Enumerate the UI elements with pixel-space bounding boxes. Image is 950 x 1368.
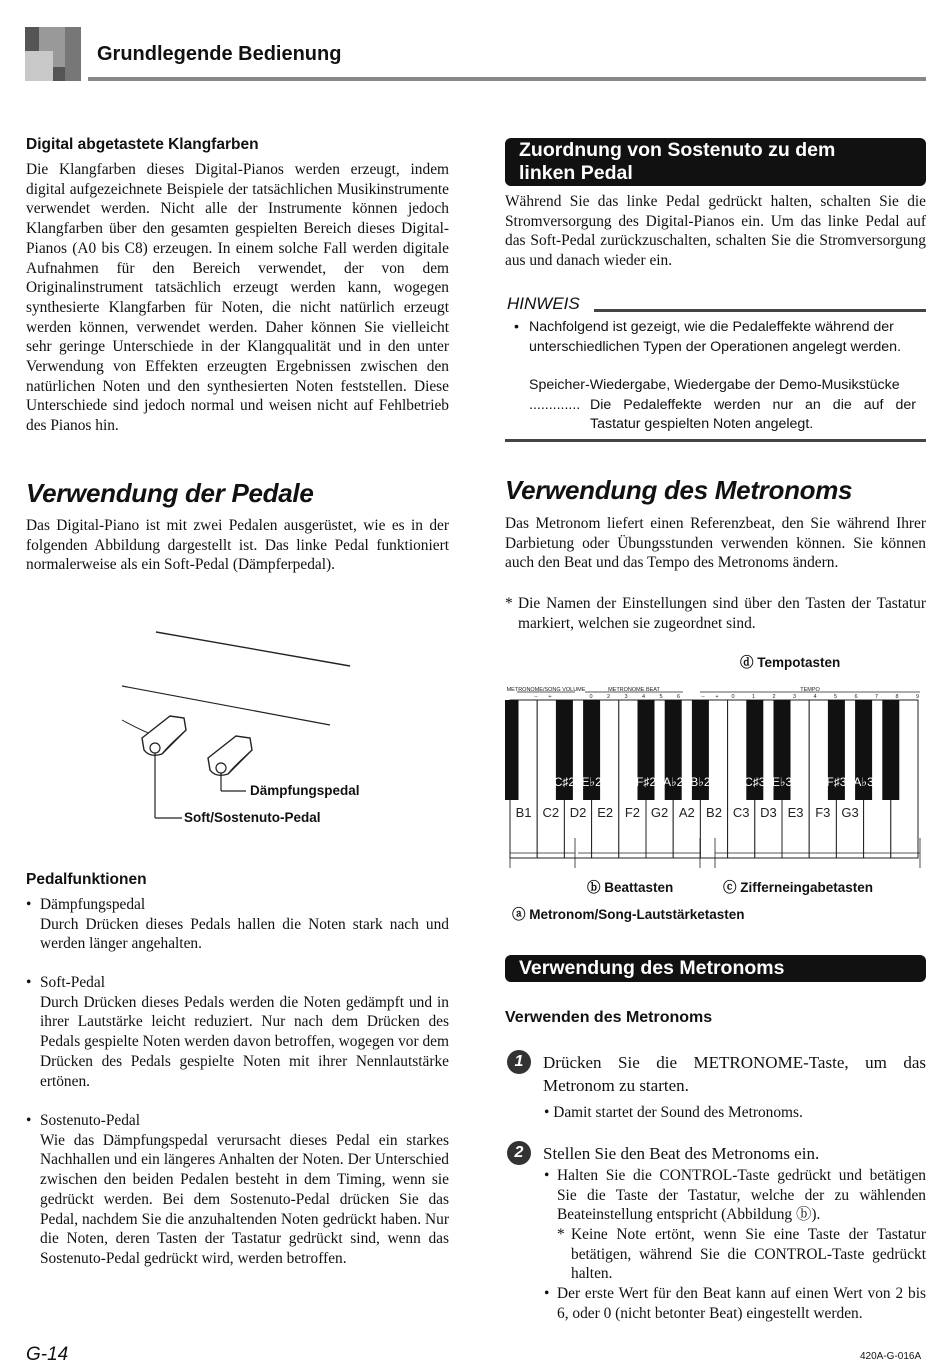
hinweis-effect-2: Tastatur gespielten Noten angelegt.	[590, 416, 814, 432]
pedals-heading: Verwendung der Pedale	[26, 478, 314, 508]
keyboard-diagram	[505, 668, 926, 868]
tempo-digit: 1	[751, 694, 756, 700]
step-1-text: Drücken Sie die METRONOME-Taste, um das Metronom zu starten.	[543, 1053, 926, 1095]
beat-digit: 6	[676, 694, 681, 700]
tempo-digit: 3	[792, 694, 797, 700]
step-2-bullet-1-mark: •	[544, 1167, 550, 1184]
banner-line-2: linken Pedal	[519, 162, 633, 184]
label-number-keys: ⓒ Zifferneingabetasten	[723, 880, 874, 895]
label-beat-keys: ⓑ Beattasten	[587, 880, 674, 895]
black-key-label: B♭2	[690, 775, 711, 789]
hinweis-line-1: Nachfolgend ist gezeigt, wie die Pedaleffekte während der	[529, 319, 894, 335]
label-volume-keys: ⓐ Metronom/Song-Lautstärketasten	[512, 907, 745, 922]
step-2-number: 2	[507, 1141, 531, 1165]
black-key-label: F♯3	[826, 775, 847, 789]
black-key	[505, 700, 519, 800]
step-2-star-mark: *	[557, 1226, 565, 1243]
usage-subheading: Verwenden des Metronoms	[505, 1009, 713, 1026]
hinweis-line-2: unterschiedlichen Typen der Operationen angelegt werden.	[529, 339, 902, 355]
metronome-note: Die Namen der Einstellungen sind über den Tasten der Tastatur markiert, welchen sie zugeordnet sind.	[518, 595, 926, 632]
group-beat-label: METRONOME BEAT	[608, 687, 660, 693]
hinweis-bottom-rule	[505, 439, 926, 442]
volume-plus: +	[548, 694, 552, 700]
black-key-label: F♯2	[635, 775, 657, 789]
black-key-label: A♭3	[853, 775, 874, 789]
black-key-label: E♭2	[581, 775, 602, 789]
step-2-bullet-2: Der erste Wert für den Beat kann auf einen Wert von 2 bis 6, oder 0 (nicht betonter Beat) eingestellt werden.	[557, 1285, 926, 1322]
step-2-bullet-1: Halten Sie die CONTROL-Taste gedrückt und betätigen Sie die Taste der Tastatur, welche der zu wählenden Beateinstellung entspricht (Abbildung ⓑ).	[557, 1167, 926, 1224]
sostenuto-banner	[505, 138, 926, 186]
functions-heading: Pedalfunktionen	[26, 871, 147, 888]
header-logo-block	[25, 27, 81, 81]
metronome-heading: Verwendung des Metronoms	[505, 475, 853, 505]
usage-banner: Verwendung des Metronoms	[505, 955, 926, 982]
function-title: Soft-Pedal	[40, 974, 105, 991]
black-key-label: C♯3	[744, 775, 766, 789]
function-text: Wie das Dämpfungspedal verursacht dieses Pedal ein starkes Nachhallen und ein längeres Anhalten der Noten. Der Unterschied zwischen den beiden Pedalen besteht in dem Timing, wenn sie gedrückt werden. Bei dem Sostenuto-Pedal drücken Sie das Pedal, nachdem Sie die anzuhaltenden Noten gedrückt haben. Nur die Noten, deren Tasten der Tastatur gedrückt sind, wenn das Sostenuto-Pedal gedrückt wird, werden betroffen.	[40, 1131, 449, 1267]
bullet: •	[26, 1112, 32, 1129]
tempo-digit: 8	[895, 694, 899, 700]
hinweis-mode: Speicher-Wiedergabe, Wiedergabe der Demo-Musikstücke	[529, 377, 900, 393]
tempo-digit: 2	[772, 694, 776, 700]
white-key-label: E2	[597, 805, 614, 820]
beat-digit: 3	[624, 694, 628, 700]
function-item-damper	[26, 895, 449, 954]
white-key-label: A2	[678, 805, 695, 820]
page-number: G-14	[26, 1344, 69, 1365]
white-key-label: E3	[787, 805, 804, 820]
banner-line-1: Zuordnung von Sostenuto zu dem	[519, 139, 836, 161]
tempo-minus: –	[701, 694, 705, 700]
white-key-label: D2	[569, 805, 587, 820]
white-key-label: F2	[624, 805, 640, 820]
label-damper-pedal: Dämpfungspedal	[250, 783, 360, 798]
white-key-label: C3	[732, 805, 750, 820]
function-text: Durch Drücken dieses Pedals hallen die Noten stark nach und werden länger angehalten.	[40, 915, 449, 953]
group-tempo-label: TEMPO	[800, 687, 820, 693]
white-key-label: G2	[650, 805, 669, 820]
hinweis-effect-1: Die Pedaleffekte werden nur an die auf der	[590, 397, 916, 413]
black-key	[882, 700, 899, 800]
white-key-label: C2	[542, 805, 560, 820]
pedal-illustration	[100, 620, 380, 840]
bullet: •	[26, 974, 32, 991]
pedals-text: Das Digital-Piano ist mit zwei Pedalen ausgerüstet, wie es in der folgenden Abbildung dargestellt ist. Das linke Pedal funktioniert normalerweise als ein Soft-Pedal (Dämpferpedal).	[26, 517, 449, 574]
tempo-digit: 6	[854, 694, 858, 700]
digital-heading: Digital abgetastete Klangfarben	[26, 136, 259, 153]
group-volume-label: METRONOME/SONG VOLUME	[506, 687, 586, 693]
white-key-label: B2	[706, 805, 722, 820]
tempo-digit: 4	[813, 694, 817, 700]
bullet: •	[26, 896, 32, 913]
beat-digit: 5	[659, 694, 663, 700]
white-key-label: F3	[815, 805, 831, 820]
hinweis-bullet: •	[514, 319, 519, 335]
header-title: Grundlegende Bedienung	[97, 43, 342, 65]
label-tempo-keys: ⓓ Tempotasten	[740, 655, 841, 670]
step-1-bullet: • Damit startet der Sound des Metronoms.	[544, 1104, 803, 1121]
volume-minus: –	[534, 694, 538, 700]
function-item-sostenuto	[26, 1111, 449, 1269]
hinweis-label: HINWEIS	[507, 294, 580, 313]
black-key-label: C♯2	[553, 775, 576, 789]
black-key-label: E♭3	[771, 775, 793, 789]
function-item-soft	[26, 973, 449, 1091]
tempo-plus: +	[715, 694, 719, 700]
white-key-label: G3	[841, 805, 859, 820]
tempo-digit: 9	[915, 694, 920, 700]
step-2-bullet-2-mark: •	[544, 1285, 550, 1302]
step-2-star-note: Keine Note ertönt, wenn Sie eine Taste der Tastatur betätigen, während Sie die CONTROL-Taste gedrückt halten.	[571, 1226, 926, 1283]
step-2-text: Stellen Sie den Beat des Metronoms ein.	[543, 1144, 820, 1163]
document-code: 420A-G-016A	[860, 1351, 922, 1362]
tempo-digit: 0	[731, 694, 735, 700]
function-title: Sostenuto-Pedal	[40, 1112, 141, 1129]
black-key-label: A♭2	[663, 775, 684, 789]
tempo-digit: 5	[833, 694, 838, 700]
hinweis-rule	[594, 309, 926, 312]
beat-digit: 0	[589, 694, 593, 700]
white-key-label: D3	[760, 805, 777, 820]
tempo-digit: 7	[874, 694, 879, 700]
white-key-label: B1	[515, 805, 532, 820]
header-rule	[88, 77, 926, 81]
hinweis-dots: .............	[529, 397, 581, 413]
metronome-note-star: *	[505, 595, 513, 612]
metronome-text: Das Metronom liefert einen Referenzbeat, den Sie während Ihrer Darbietung oder Übungsstunden verwenden können. Sie können auch den Beat und das Tempo des Metronoms ändern.	[505, 515, 926, 572]
function-title: Dämpfungspedal	[40, 896, 146, 913]
beat-digit: 2	[606, 694, 611, 700]
function-text: Durch Drücken dieses Pedals werden die Noten gedämpft und in ihrer Lautstärke leicht reduziert. Nur nach dem Drücken des Pedals gespielte Noten werden davon betroffen, wogegen vor dem Drücken des Pedals gespielte Noten mit ihrer Nennlautstärke ertönen.	[40, 993, 449, 1090]
step-1-number: 1	[507, 1050, 531, 1074]
label-soft-pedal: Soft/Sostenuto-Pedal	[184, 810, 321, 825]
beat-digit: 4	[641, 694, 646, 700]
digital-text: Die Klangfarben dieses Digital-Pianos werden erzeugt, indem digital aufgezeichnete Beispiele der tatsächlichen Musikinstrumente verwendet werden. Nicht alle der Instrumente können jedoch Klangfarben über den gesamten gespielten Bereich dieses Digital-Pianos (A0 bis C8) erzeugen. In einem solche Fall werden digitale Aufnahmen für den Bereich verwendet, der von dem Originalinstrument tatsächlich erzeugt werden kann, wogegen synthesierte Klangfarben für Noten, die nicht natürlich erzeugt werden können, verwendet werden. Daher können Sie vielleicht sehr geringe Unterschiede in der Klangqualität und in den unter Verwendung von Effekten erzeugten Ergebnissen zwischen den natürlichen Noten und den synthesierten Noten feststellen. Diese Unterschiede sind jedoch normal und weisen nicht auf Fehlbetrieb des Pianos hin.	[26, 161, 449, 435]
sostenuto-text: Während Sie das linke Pedal gedrückt halten, schalten Sie die Stromversorgung des Digital-Pianos ein. Um das linke Pedal auf das Soft-Pedal zurückzuschalten, schalten Sie die Stromversorgung aus und danach wieder ein.	[505, 193, 926, 270]
